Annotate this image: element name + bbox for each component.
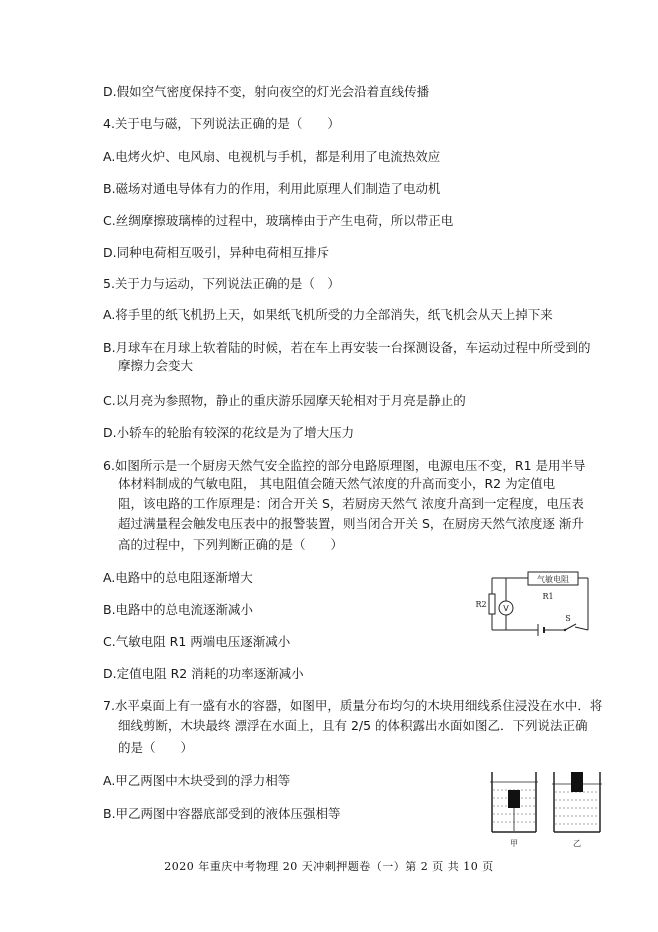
question-6-stem-line5: 高的过程中，下列判断正确的是（ ） xyxy=(118,537,344,552)
question-4-option-b: B.磁场对通电导体有力的作用，利用此原理人们制造了电动机 xyxy=(103,181,441,196)
question-5-option-b-line2: 摩擦力会变大 xyxy=(118,358,194,373)
r1-label: R1 xyxy=(542,592,554,601)
question-7-option-a: A.甲乙两图中木块受到的浮力相等 xyxy=(103,773,291,788)
wood-block-floating xyxy=(571,772,583,792)
page-footer: 2020 年重庆中考物理 20 天冲刺押题卷（一）第 2 页 共 10 页 xyxy=(164,860,494,873)
switch-blade xyxy=(565,624,576,630)
question-7-stem-line1: 7.水平桌面上有一盛有水的容器，如图甲，质量分布均匀的木块用细线系住浸没在水中．将 xyxy=(103,698,603,713)
question-3-option-d: D.假如空气密度保持不变，射向夜空的灯光会沿着直线传播 xyxy=(103,84,430,99)
r2-resistor xyxy=(489,594,495,614)
question-6-option-d: D.定值电阻 R2 消耗的功率逐渐减小 xyxy=(103,666,304,681)
question-5-option-d: D.小轿车的轮胎有较深的花纹是为了增大压力 xyxy=(103,425,355,440)
question-6-option-b: B.电路中的总电流逐渐减小 xyxy=(103,602,254,617)
question-4-option-a: A.电烤火炉、电风扇、电视机与手机，都是利用了电流热效应 xyxy=(103,149,441,164)
question-6-stem-line1: 6.如图所示是一个厨房天然气安全监控的部分电路原理图，电源电压不变，R1 是用半导 xyxy=(103,458,586,473)
question-6-stem-line4: 超过满量程会触发电压表中的报警装置，则当闭合开关 S，在厨房天然气浓度逐 渐升 xyxy=(118,516,584,531)
gas-monitor-circuit-diagram xyxy=(470,568,600,636)
question-7-option-b: B.甲乙两图中容器底部受到的液体压强相等 xyxy=(103,806,341,821)
battery-icon xyxy=(538,624,544,636)
water-container-diagrams xyxy=(482,768,610,850)
question-6-option-c: C.气敏电阻 R1 两端电压逐渐减小 xyxy=(103,634,291,649)
question-6-stem-line2: 体材料制成的气敏电阻， 其电阻值会随天然气浓度的升高而变小，R2 为定值电 xyxy=(118,476,556,491)
wood-block-submerged xyxy=(508,790,520,808)
question-5-option-c: C.以月亮为参照物，静止的重庆游乐园摩天轮相对于月亮是静止的 xyxy=(103,393,466,408)
question-7-stem-line3: 的是（ ） xyxy=(118,740,194,755)
question-6-option-a: A.电路中的总电阻逐渐增大 xyxy=(103,570,253,585)
container-right-label: 乙 xyxy=(573,839,581,848)
voltmeter-label: V xyxy=(503,604,509,613)
question-7-stem-line2: 细线剪断，木块最终 漂浮在水面上，且有 2/5 的体积露出水面如图乙．下列说法正确 xyxy=(118,718,588,733)
r2-label: R2 xyxy=(475,600,487,609)
question-4-stem: 4.关于电与磁，下列说法正确的是（ ） xyxy=(103,116,340,131)
question-4-option-c: C.丝绸摩擦玻璃棒的过程中，玻璃棒由于产生电荷，所以带正电 xyxy=(103,213,454,228)
gas-sensor-label: 气敏电阻 xyxy=(537,575,569,584)
question-4-option-d: D.同种电荷相互吸引，异种电荷相互排斥 xyxy=(103,245,330,260)
question-5-option-a: A.将手里的纸飞机扔上天，如果纸飞机所受的力全部消失，纸飞机会从天上掉下来 xyxy=(103,307,553,322)
switch-label: S xyxy=(565,614,571,623)
question-6-stem-line3: 阻，该电路的工作原理是：闭合开关 S，若厨房天然气 浓度升高到一定程度，电压表 xyxy=(118,496,584,511)
container-left-label: 甲 xyxy=(510,839,518,848)
question-5-stem: 5.关于力与运动，下列说法正确的是（ ） xyxy=(103,276,340,291)
question-5-option-b-line1: B.月球车在月球上软着陆的时候，若在车上再安装一台探测设备，车运动过程中所受到的 xyxy=(103,340,591,355)
